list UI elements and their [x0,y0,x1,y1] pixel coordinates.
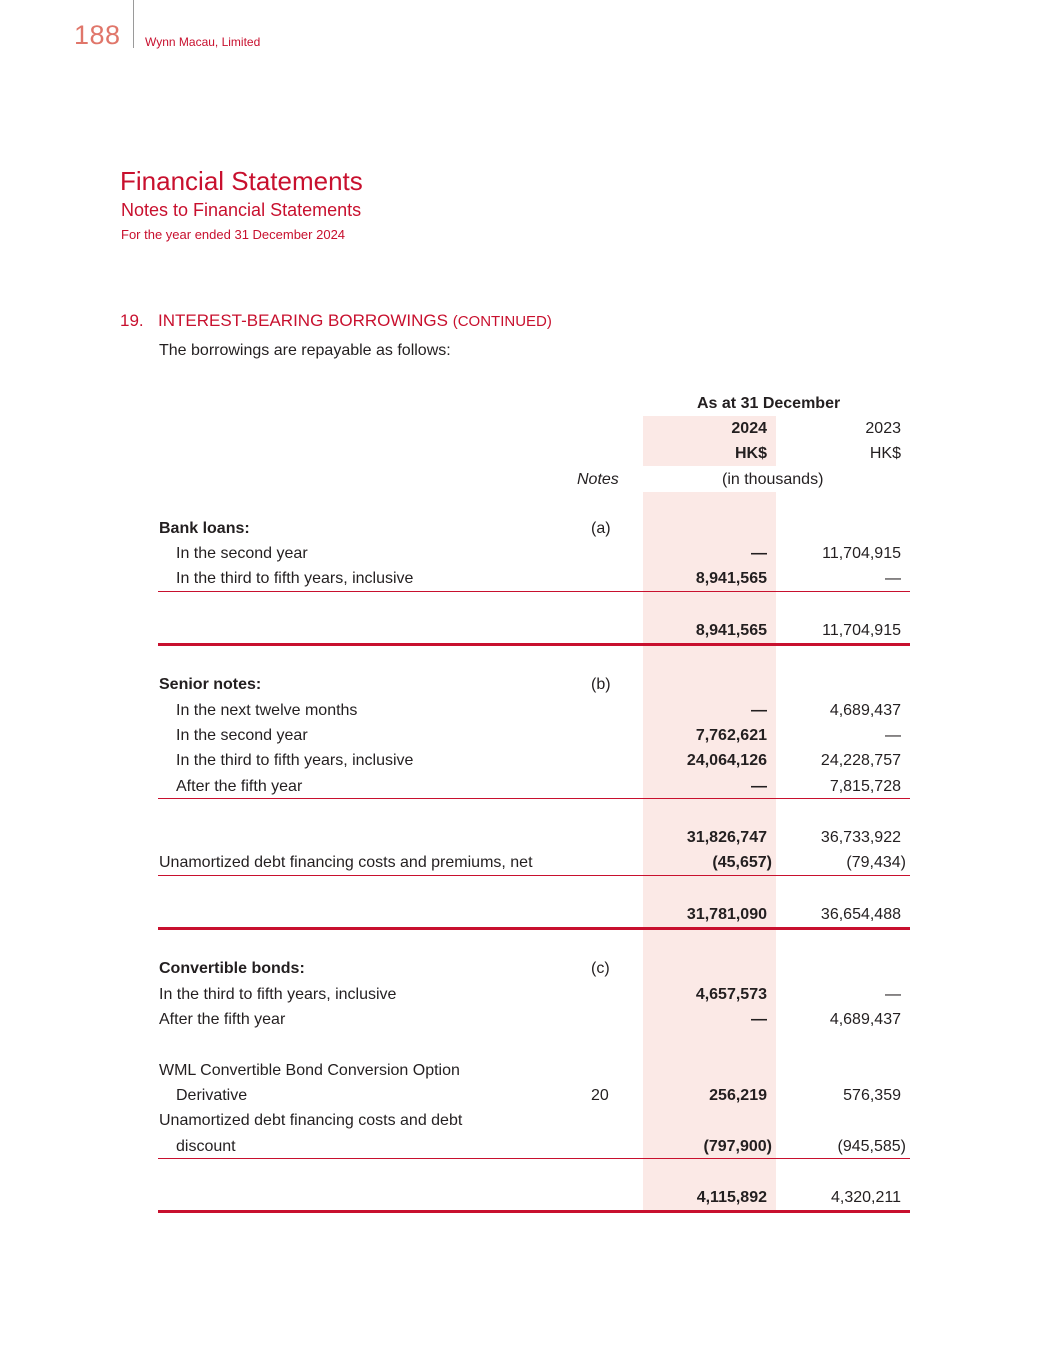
page-number: 188 [74,20,121,50]
page-title: Financial Statements [120,166,363,196]
company-name: Wynn Macau, Limited [145,35,261,49]
derivative-note: 20 [591,1087,609,1104]
table-row-label: Unamortized debt financing costs and debt [159,1112,463,1129]
bank-loans-total-2024: 8,941,565 [695,622,767,639]
currency-2023-header: HK$ [869,445,901,462]
table-cell-2024: 8,941,565 [695,570,767,587]
table-cell-2023: 576,359 [843,1087,901,1104]
section-number: 19. [120,311,144,330]
table-row-label: In the third to fifth years, inclusive [176,752,414,769]
table-cell-2023: 4,689,437 [829,702,901,719]
year-2024-header: 2024 [731,420,767,437]
table-row-label-continued: discount [176,1138,236,1155]
table-row-label: In the third to fifth years, inclusive [159,986,397,1003]
senior-notes-note: (b) [591,676,611,693]
table-row-label: Unamortized debt financing costs and premiums, net [159,854,533,871]
senior-notes-subtotal-2024: 31,826,747 [686,829,767,846]
senior-notes-total-2024: 31,781,090 [686,906,767,923]
convertible-bonds-total-2024: 4,115,892 [696,1189,767,1206]
total-rule [158,927,910,930]
table-row-label: After the fifth year [159,1011,286,1028]
reporting-period: For the year ended 31 December 2024 [121,227,346,242]
currency-2024-header: HK$ [734,445,767,462]
table-row-label: In the next twelve months [176,702,358,719]
table-cell-2023: (79,434) [846,854,906,871]
table-cell-2023: — [885,986,901,1003]
senior-notes-heading: Senior notes: [159,676,262,693]
table-row-label: In the second year [176,727,308,744]
bank-loans-heading: Bank loans: [159,520,250,537]
subtotal-rule [158,1158,910,1159]
table-cell-2024: 256,219 [709,1087,767,1104]
convertible-bonds-heading: Convertible bonds: [159,960,305,977]
subtotal-rule [158,875,910,876]
table-cell-2023: 4,689,437 [829,1011,901,1028]
bank-loans-total-2023: 11,704,915 [822,622,901,639]
notes-header: Notes [577,471,619,488]
table-cell-2024: — [751,1011,767,1028]
table-cell-2023: — [885,727,901,744]
convertible-bonds-note: (c) [591,960,610,977]
as-at-header: As at 31 December [697,395,841,412]
page-subtitle: Notes to Financial Statements [121,200,362,220]
header-divider [133,0,134,48]
total-rule [158,643,910,646]
section-title: INTEREST-BEARING BORROWINGS [158,311,448,330]
section-heading [120,311,552,331]
table-cell-2023: 11,704,915 [822,545,901,562]
table-cell-2024: — [751,702,767,719]
table-row-label: After the fifth year [176,778,303,795]
table-cell-2024: 7,762,621 [695,727,767,744]
subtotal-rule [158,591,910,592]
table-cell-2024: — [751,545,767,562]
senior-notes-total-2023: 36,654,488 [820,906,901,923]
table-cell-2023: 24,228,757 [820,752,901,769]
table-cell-2024: (45,657) [712,854,772,871]
table-row-label: In the third to fifth years, inclusive [176,570,414,587]
table-cell-2024: — [751,778,767,795]
convertible-bonds-total-2023: 4,320,211 [831,1189,901,1206]
table-cell-2023: — [885,570,901,587]
table-row-label-continued: Derivative [176,1087,248,1104]
table-row-label: In the second year [176,545,308,562]
table-cell-2023: 7,815,728 [829,778,901,795]
section-continued: (CONTINUED) [452,313,552,330]
section-intro: The borrowings are repayable as follows: [159,342,451,359]
table-row-label: WML Convertible Bond Conversion Option [159,1062,460,1079]
unit-header: (in thousands) [722,471,824,488]
bank-loans-note: (a) [591,520,611,537]
year-2023-header: 2023 [865,420,901,437]
total-rule [158,1210,910,1213]
subtotal-rule [158,798,910,799]
table-cell-2024: 24,064,126 [686,752,767,769]
table-cell-2024: 4,657,573 [695,986,767,1003]
table-cell-2024: (797,900) [703,1138,772,1155]
table-cell-2023: (945,585) [837,1138,906,1155]
senior-notes-subtotal-2023: 36,733,922 [820,829,901,846]
